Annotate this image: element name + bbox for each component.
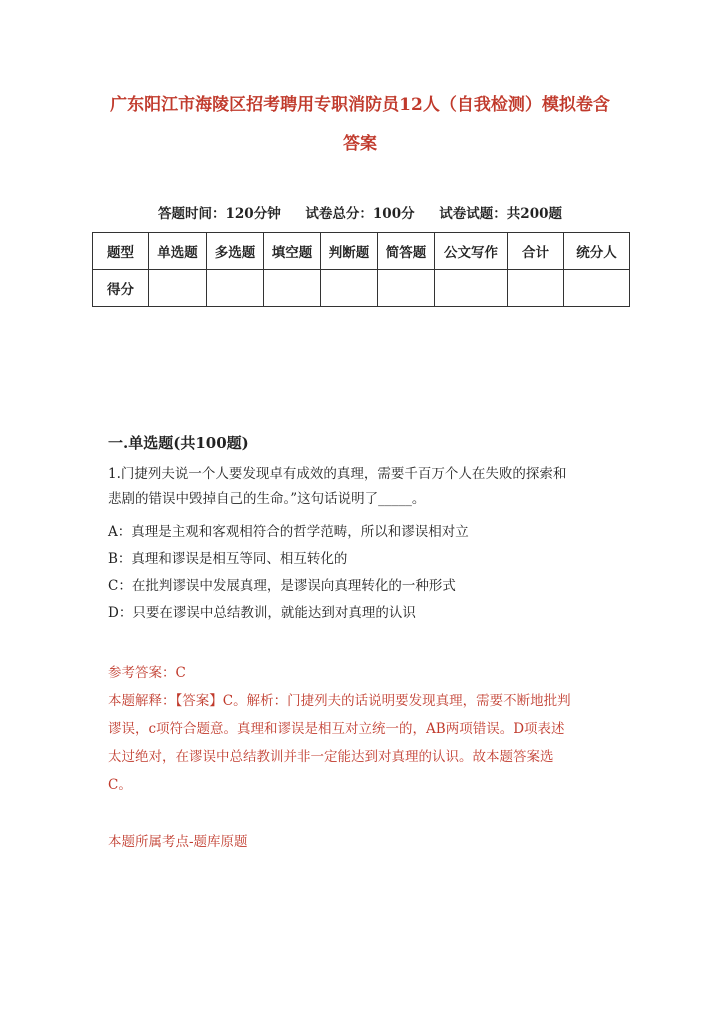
- section-title: 一.单选题(共100题): [108, 434, 249, 452]
- header-cell: 判断题: [321, 233, 378, 270]
- option-d: D：只要在谬误中总结教训，就能达到对真理的认识: [108, 605, 416, 621]
- header-cell: 公文写作: [435, 233, 508, 270]
- exam-question-count: 试卷试题：共200题: [439, 206, 562, 222]
- answer-explanation: [108, 687, 613, 799]
- question-stem-line: 悲剧的错误中毁掉自己的生命。”这句话说明了_____。: [108, 491, 426, 507]
- document-title-line2: 答案: [343, 134, 377, 154]
- header-cell: 题型: [93, 233, 149, 270]
- header-cell: 单选题: [149, 233, 207, 270]
- header-cell: 填空题: [264, 233, 321, 270]
- exam-total-score: 试卷总分：100分: [305, 206, 415, 222]
- score-cell: [435, 270, 508, 307]
- option-b: B：真理和谬误是相互等同、相互转化的: [108, 551, 348, 567]
- score-cell: [378, 270, 435, 307]
- score-cell: [564, 270, 630, 307]
- header-cell: 统分人: [564, 233, 630, 270]
- explanation-line: 谬误，c项符合题意。真理和谬误是相互对立统一的，AB两项错误。D项表述: [108, 721, 565, 737]
- score-cell: [508, 270, 564, 307]
- exam-meta: [92, 202, 628, 222]
- score-cell: [321, 270, 378, 307]
- header-cell: 简答题: [378, 233, 435, 270]
- score-table: [92, 232, 630, 307]
- score-table-score-row: [93, 270, 630, 307]
- question-stem-line: 1.门捷列夫说一个人要发现卓有成效的真理，需要千百万个人在失败的探索和: [108, 466, 567, 482]
- explanation-line: C。: [108, 777, 132, 793]
- explanation-line: 本题解释：【答案】C。解析：门捷列夫的话说明要发现真理，需要不断地批判: [108, 693, 571, 709]
- document-title-line1: 广东阳江市海陵区招考聘用专职消防员12人（自我检测）模拟卷含: [110, 95, 610, 115]
- score-cell: [207, 270, 264, 307]
- question-source: 本题所属考点-题库原题: [108, 834, 248, 850]
- reference-answer: 参考答案：C: [108, 665, 186, 681]
- option-c: C：在批判谬误中发展真理，是谬误向真理转化的一种形式: [108, 578, 456, 594]
- question-stem: [108, 462, 613, 512]
- exam-time: 答题时间：120分钟: [158, 206, 281, 222]
- option-a: A：真理是主观和客观相符合的哲学范畴，所以和谬误相对立: [108, 524, 469, 540]
- header-cell: 多选题: [207, 233, 264, 270]
- score-table-header-row: [93, 233, 630, 270]
- score-cell: [149, 270, 207, 307]
- score-cell: [264, 270, 321, 307]
- header-cell: 合计: [508, 233, 564, 270]
- explanation-line: 太过绝对，在谬误中总结教训并非一定能达到对真理的认识。故本题答案选: [108, 749, 554, 765]
- score-row-label: 得分: [93, 270, 149, 307]
